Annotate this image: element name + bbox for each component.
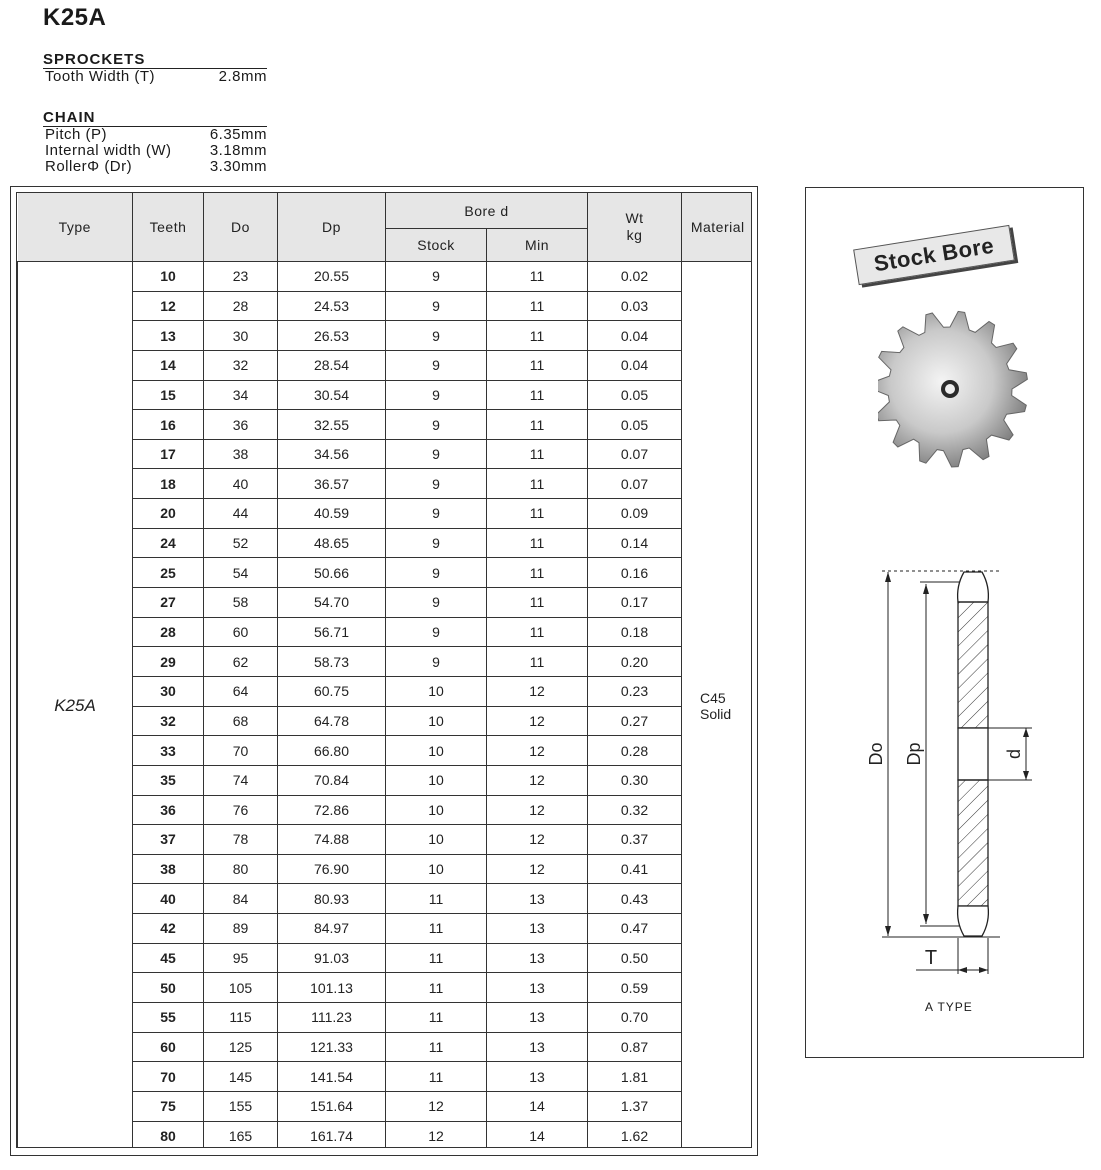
cell-teeth: 42 (133, 914, 204, 944)
cell-dp: 101.13 (278, 973, 386, 1003)
a-type-technical-drawing (860, 560, 1040, 990)
cell-teeth: 16 (133, 410, 204, 440)
cell-wt: 0.04 (588, 350, 682, 380)
cell-wt: 0.23 (588, 676, 682, 706)
header-min: Min (487, 229, 588, 262)
spec-label: Pitch (P) (45, 126, 108, 143)
cell-min: 11 (487, 262, 588, 292)
cell-min: 13 (487, 973, 588, 1003)
cell-min: 12 (487, 736, 588, 766)
cell-min: 11 (487, 321, 588, 351)
cell-min: 11 (487, 410, 588, 440)
cell-min: 12 (487, 676, 588, 706)
cell-stock: 9 (386, 528, 487, 558)
cell-stock: 11 (386, 943, 487, 973)
cell-do: 125 (204, 1032, 278, 1062)
cell-do: 64 (204, 676, 278, 706)
cell-stock: 12 (386, 1091, 487, 1121)
cell-do: 145 (204, 1062, 278, 1092)
cell-teeth: 27 (133, 588, 204, 618)
drawing-caption: A TYPE (925, 1000, 973, 1014)
cell-teeth: 35 (133, 765, 204, 795)
cell-dp: 32.55 (278, 410, 386, 440)
cell-dp: 72.86 (278, 795, 386, 825)
header-weight (588, 193, 682, 262)
cell-stock: 10 (386, 676, 487, 706)
cell-wt: 0.87 (588, 1032, 682, 1062)
cell-stock: 10 (386, 825, 487, 855)
spec-value: 6.35mm (209, 126, 267, 143)
cell-do: 84 (204, 884, 278, 914)
cell-wt: 0.30 (588, 765, 682, 795)
header-stock: Stock (386, 229, 487, 262)
cell-teeth: 32 (133, 706, 204, 736)
cell-stock: 10 (386, 736, 487, 766)
cell-wt: 0.09 (588, 499, 682, 529)
header-kg: kg (626, 227, 643, 243)
cell-do: 80 (204, 854, 278, 884)
cell-teeth: 25 (133, 558, 204, 588)
dim-t-label: T (924, 947, 938, 969)
cell-min: 12 (487, 795, 588, 825)
cell-wt: 0.02 (588, 262, 682, 292)
header-wt: Wt (625, 210, 644, 226)
cell-min: 12 (487, 825, 588, 855)
cell-dp: 40.59 (278, 499, 386, 529)
cell-teeth: 29 (133, 647, 204, 677)
cell-wt: 0.16 (588, 558, 682, 588)
cell-do: 70 (204, 736, 278, 766)
cell-teeth: 10 (133, 262, 204, 292)
cell-stock: 9 (386, 617, 487, 647)
cell-do: 78 (204, 825, 278, 855)
sprockets-spec (43, 51, 267, 85)
cell-teeth: 70 (133, 1062, 204, 1092)
cell-wt: 0.27 (588, 706, 682, 736)
cell-stock: 9 (386, 499, 487, 529)
cell-dp: 24.53 (278, 291, 386, 321)
cell-min: 11 (487, 588, 588, 618)
cell-do: 105 (204, 973, 278, 1003)
header-type: Type (18, 193, 133, 262)
cell-stock: 9 (386, 291, 487, 321)
type-cell: K25A (18, 262, 133, 1149)
cell-do: 74 (204, 765, 278, 795)
cell-wt: 0.05 (588, 380, 682, 410)
cell-do: 115 (204, 1003, 278, 1033)
cell-do: 95 (204, 943, 278, 973)
spec-table-frame (10, 186, 758, 1156)
cell-do: 44 (204, 499, 278, 529)
bore-highlight-icon (945, 384, 955, 394)
spec-label: RollerΦ (Dr) (45, 158, 133, 175)
cell-min: 11 (487, 528, 588, 558)
spec-value: 3.18mm (209, 142, 267, 159)
cell-wt: 0.47 (588, 914, 682, 944)
cell-dp: 121.33 (278, 1032, 386, 1062)
cell-min: 13 (487, 1062, 588, 1092)
cell-stock: 9 (386, 558, 487, 588)
hatched-section-top (958, 602, 988, 728)
cell-min: 13 (487, 884, 588, 914)
cell-stock: 9 (386, 439, 487, 469)
cell-do: 40 (204, 469, 278, 499)
cell-min: 13 (487, 943, 588, 973)
cell-do: 30 (204, 321, 278, 351)
cell-wt: 0.59 (588, 973, 682, 1003)
cell-do: 62 (204, 647, 278, 677)
cell-teeth: 80 (133, 1121, 204, 1148)
cell-min: 12 (487, 706, 588, 736)
cell-dp: 28.54 (278, 350, 386, 380)
arrow-icon (885, 926, 891, 936)
cell-teeth: 13 (133, 321, 204, 351)
cell-teeth: 33 (133, 736, 204, 766)
cell-dp: 36.57 (278, 469, 386, 499)
cell-do: 32 (204, 350, 278, 380)
cell-dp: 76.90 (278, 854, 386, 884)
page-title: K25A (43, 4, 107, 31)
cell-wt: 0.50 (588, 943, 682, 973)
cell-stock: 9 (386, 410, 487, 440)
cell-stock: 9 (386, 588, 487, 618)
cell-stock: 11 (386, 1062, 487, 1092)
cell-min: 13 (487, 914, 588, 944)
header-material: Material (682, 193, 753, 262)
cell-wt: 0.41 (588, 854, 682, 884)
spec-row (43, 127, 267, 143)
cell-teeth: 30 (133, 676, 204, 706)
cell-dp: 60.75 (278, 676, 386, 706)
table-row (18, 262, 753, 292)
cell-wt: 1.81 (588, 1062, 682, 1092)
cell-do: 23 (204, 262, 278, 292)
cell-teeth: 45 (133, 943, 204, 973)
arrow-icon (923, 584, 929, 594)
cell-teeth: 20 (133, 499, 204, 529)
arrow-icon (979, 967, 988, 973)
material-line: C45 (700, 690, 726, 707)
cell-wt: 0.70 (588, 1003, 682, 1033)
header-teeth: Teeth (133, 193, 204, 262)
sprockets-heading: SPROCKETS (43, 51, 267, 69)
cell-do: 54 (204, 558, 278, 588)
arrow-icon (1023, 728, 1029, 737)
cell-stock: 10 (386, 706, 487, 736)
arrow-icon (1023, 771, 1029, 780)
cell-do: 165 (204, 1121, 278, 1148)
dim-d-label: d (1004, 748, 1024, 760)
cell-do: 89 (204, 914, 278, 944)
cell-dp: 54.70 (278, 588, 386, 618)
cell-min: 12 (487, 765, 588, 795)
cell-teeth: 50 (133, 973, 204, 1003)
cell-wt: 0.28 (588, 736, 682, 766)
header-dp: Dp (278, 193, 386, 262)
dim-do-label: Do (866, 742, 886, 766)
cell-dp: 74.88 (278, 825, 386, 855)
spec-row (43, 159, 267, 175)
cell-dp: 141.54 (278, 1062, 386, 1092)
cell-dp: 64.78 (278, 706, 386, 736)
cell-dp: 151.64 (278, 1091, 386, 1121)
cell-wt: 0.17 (588, 588, 682, 618)
cell-dp: 56.71 (278, 617, 386, 647)
cell-dp: 58.73 (278, 647, 386, 677)
cell-teeth: 17 (133, 439, 204, 469)
cell-min: 11 (487, 558, 588, 588)
sprocket-photo (878, 303, 1038, 473)
cell-stock: 11 (386, 973, 487, 1003)
cell-teeth: 12 (133, 291, 204, 321)
cell-stock: 10 (386, 854, 487, 884)
cell-wt: 0.14 (588, 528, 682, 558)
cell-teeth: 18 (133, 469, 204, 499)
cell-min: 12 (487, 854, 588, 884)
material-line: Solid (700, 706, 732, 723)
spec-label: Internal width (W) (45, 142, 172, 159)
cell-dp: 70.84 (278, 765, 386, 795)
cell-wt: 0.03 (588, 291, 682, 321)
cell-do: 36 (204, 410, 278, 440)
cell-stock: 10 (386, 765, 487, 795)
arrow-icon (923, 914, 929, 924)
cell-teeth: 14 (133, 350, 204, 380)
tooth-profile-bottom (958, 906, 989, 936)
cell-teeth: 40 (133, 884, 204, 914)
cell-dp: 80.93 (278, 884, 386, 914)
cell-wt: 0.43 (588, 884, 682, 914)
cell-min: 11 (487, 350, 588, 380)
cell-dp: 161.74 (278, 1121, 386, 1148)
chain-spec (43, 109, 267, 175)
cell-min: 13 (487, 1032, 588, 1062)
spec-label: Tooth Width (T) (45, 68, 156, 85)
cell-dp: 84.97 (278, 914, 386, 944)
cell-teeth: 55 (133, 1003, 204, 1033)
cell-teeth: 75 (133, 1091, 204, 1121)
cell-min: 14 (487, 1091, 588, 1121)
cell-wt: 0.32 (588, 795, 682, 825)
cell-do: 76 (204, 795, 278, 825)
cell-wt: 1.37 (588, 1091, 682, 1121)
cell-do: 38 (204, 439, 278, 469)
cell-dp: 20.55 (278, 262, 386, 292)
cell-min: 11 (487, 617, 588, 647)
cell-stock: 11 (386, 884, 487, 914)
cell-teeth: 24 (133, 528, 204, 558)
cell-teeth: 60 (133, 1032, 204, 1062)
cell-do: 52 (204, 528, 278, 558)
cell-do: 155 (204, 1091, 278, 1121)
cell-min: 11 (487, 469, 588, 499)
cell-min: 13 (487, 1003, 588, 1033)
cell-stock: 9 (386, 350, 487, 380)
arrow-icon (958, 967, 967, 973)
cell-do: 58 (204, 588, 278, 618)
cell-stock: 9 (386, 647, 487, 677)
cell-do: 28 (204, 291, 278, 321)
arrow-icon (885, 572, 891, 582)
cell-do: 60 (204, 617, 278, 647)
cell-wt: 0.37 (588, 825, 682, 855)
bore-section (958, 728, 988, 780)
stock-bore-badge: Stock Bore (853, 225, 1015, 285)
cell-stock: 11 (386, 914, 487, 944)
cell-dp: 111.23 (278, 1003, 386, 1033)
cell-teeth: 15 (133, 380, 204, 410)
spec-row (43, 143, 267, 159)
cell-do: 68 (204, 706, 278, 736)
cell-teeth: 36 (133, 795, 204, 825)
cell-dp: 34.56 (278, 439, 386, 469)
cell-teeth: 37 (133, 825, 204, 855)
cell-stock: 12 (386, 1121, 487, 1148)
spec-table-container (16, 192, 752, 1148)
spec-value: 2.8mm (218, 68, 267, 85)
cell-wt: 0.20 (588, 647, 682, 677)
chain-heading: CHAIN (43, 109, 267, 127)
material-cell (682, 262, 753, 1149)
header-do: Do (204, 193, 278, 262)
cell-stock: 11 (386, 1003, 487, 1033)
header-bore: Bore d (386, 193, 588, 229)
cell-do: 34 (204, 380, 278, 410)
cell-min: 14 (487, 1121, 588, 1148)
cell-min: 11 (487, 499, 588, 529)
cell-wt: 0.07 (588, 439, 682, 469)
cell-wt: 1.62 (588, 1121, 682, 1148)
cell-teeth: 28 (133, 617, 204, 647)
cell-min: 11 (487, 291, 588, 321)
cell-stock: 9 (386, 262, 487, 292)
cell-min: 11 (487, 647, 588, 677)
cell-stock: 11 (386, 1032, 487, 1062)
cell-wt: 0.07 (588, 469, 682, 499)
tooth-profile-top (958, 572, 989, 602)
cell-teeth: 38 (133, 854, 204, 884)
cell-min: 11 (487, 439, 588, 469)
spec-row (43, 69, 267, 85)
dim-dp-label: Dp (904, 742, 924, 766)
cell-stock: 10 (386, 795, 487, 825)
cell-wt: 0.05 (588, 410, 682, 440)
cell-stock: 9 (386, 321, 487, 351)
cell-dp: 30.54 (278, 380, 386, 410)
cell-stock: 9 (386, 380, 487, 410)
cell-wt: 0.04 (588, 321, 682, 351)
cell-dp: 26.53 (278, 321, 386, 351)
cell-stock: 9 (386, 469, 487, 499)
cell-dp: 50.66 (278, 558, 386, 588)
cell-dp: 66.80 (278, 736, 386, 766)
spec-table-body (18, 262, 753, 1149)
spec-table (17, 193, 752, 1148)
cell-dp: 91.03 (278, 943, 386, 973)
cell-min: 11 (487, 380, 588, 410)
hatched-section-bottom (958, 780, 988, 906)
cell-wt: 0.18 (588, 617, 682, 647)
spec-value: 3.30mm (209, 158, 267, 175)
cell-dp: 48.65 (278, 528, 386, 558)
